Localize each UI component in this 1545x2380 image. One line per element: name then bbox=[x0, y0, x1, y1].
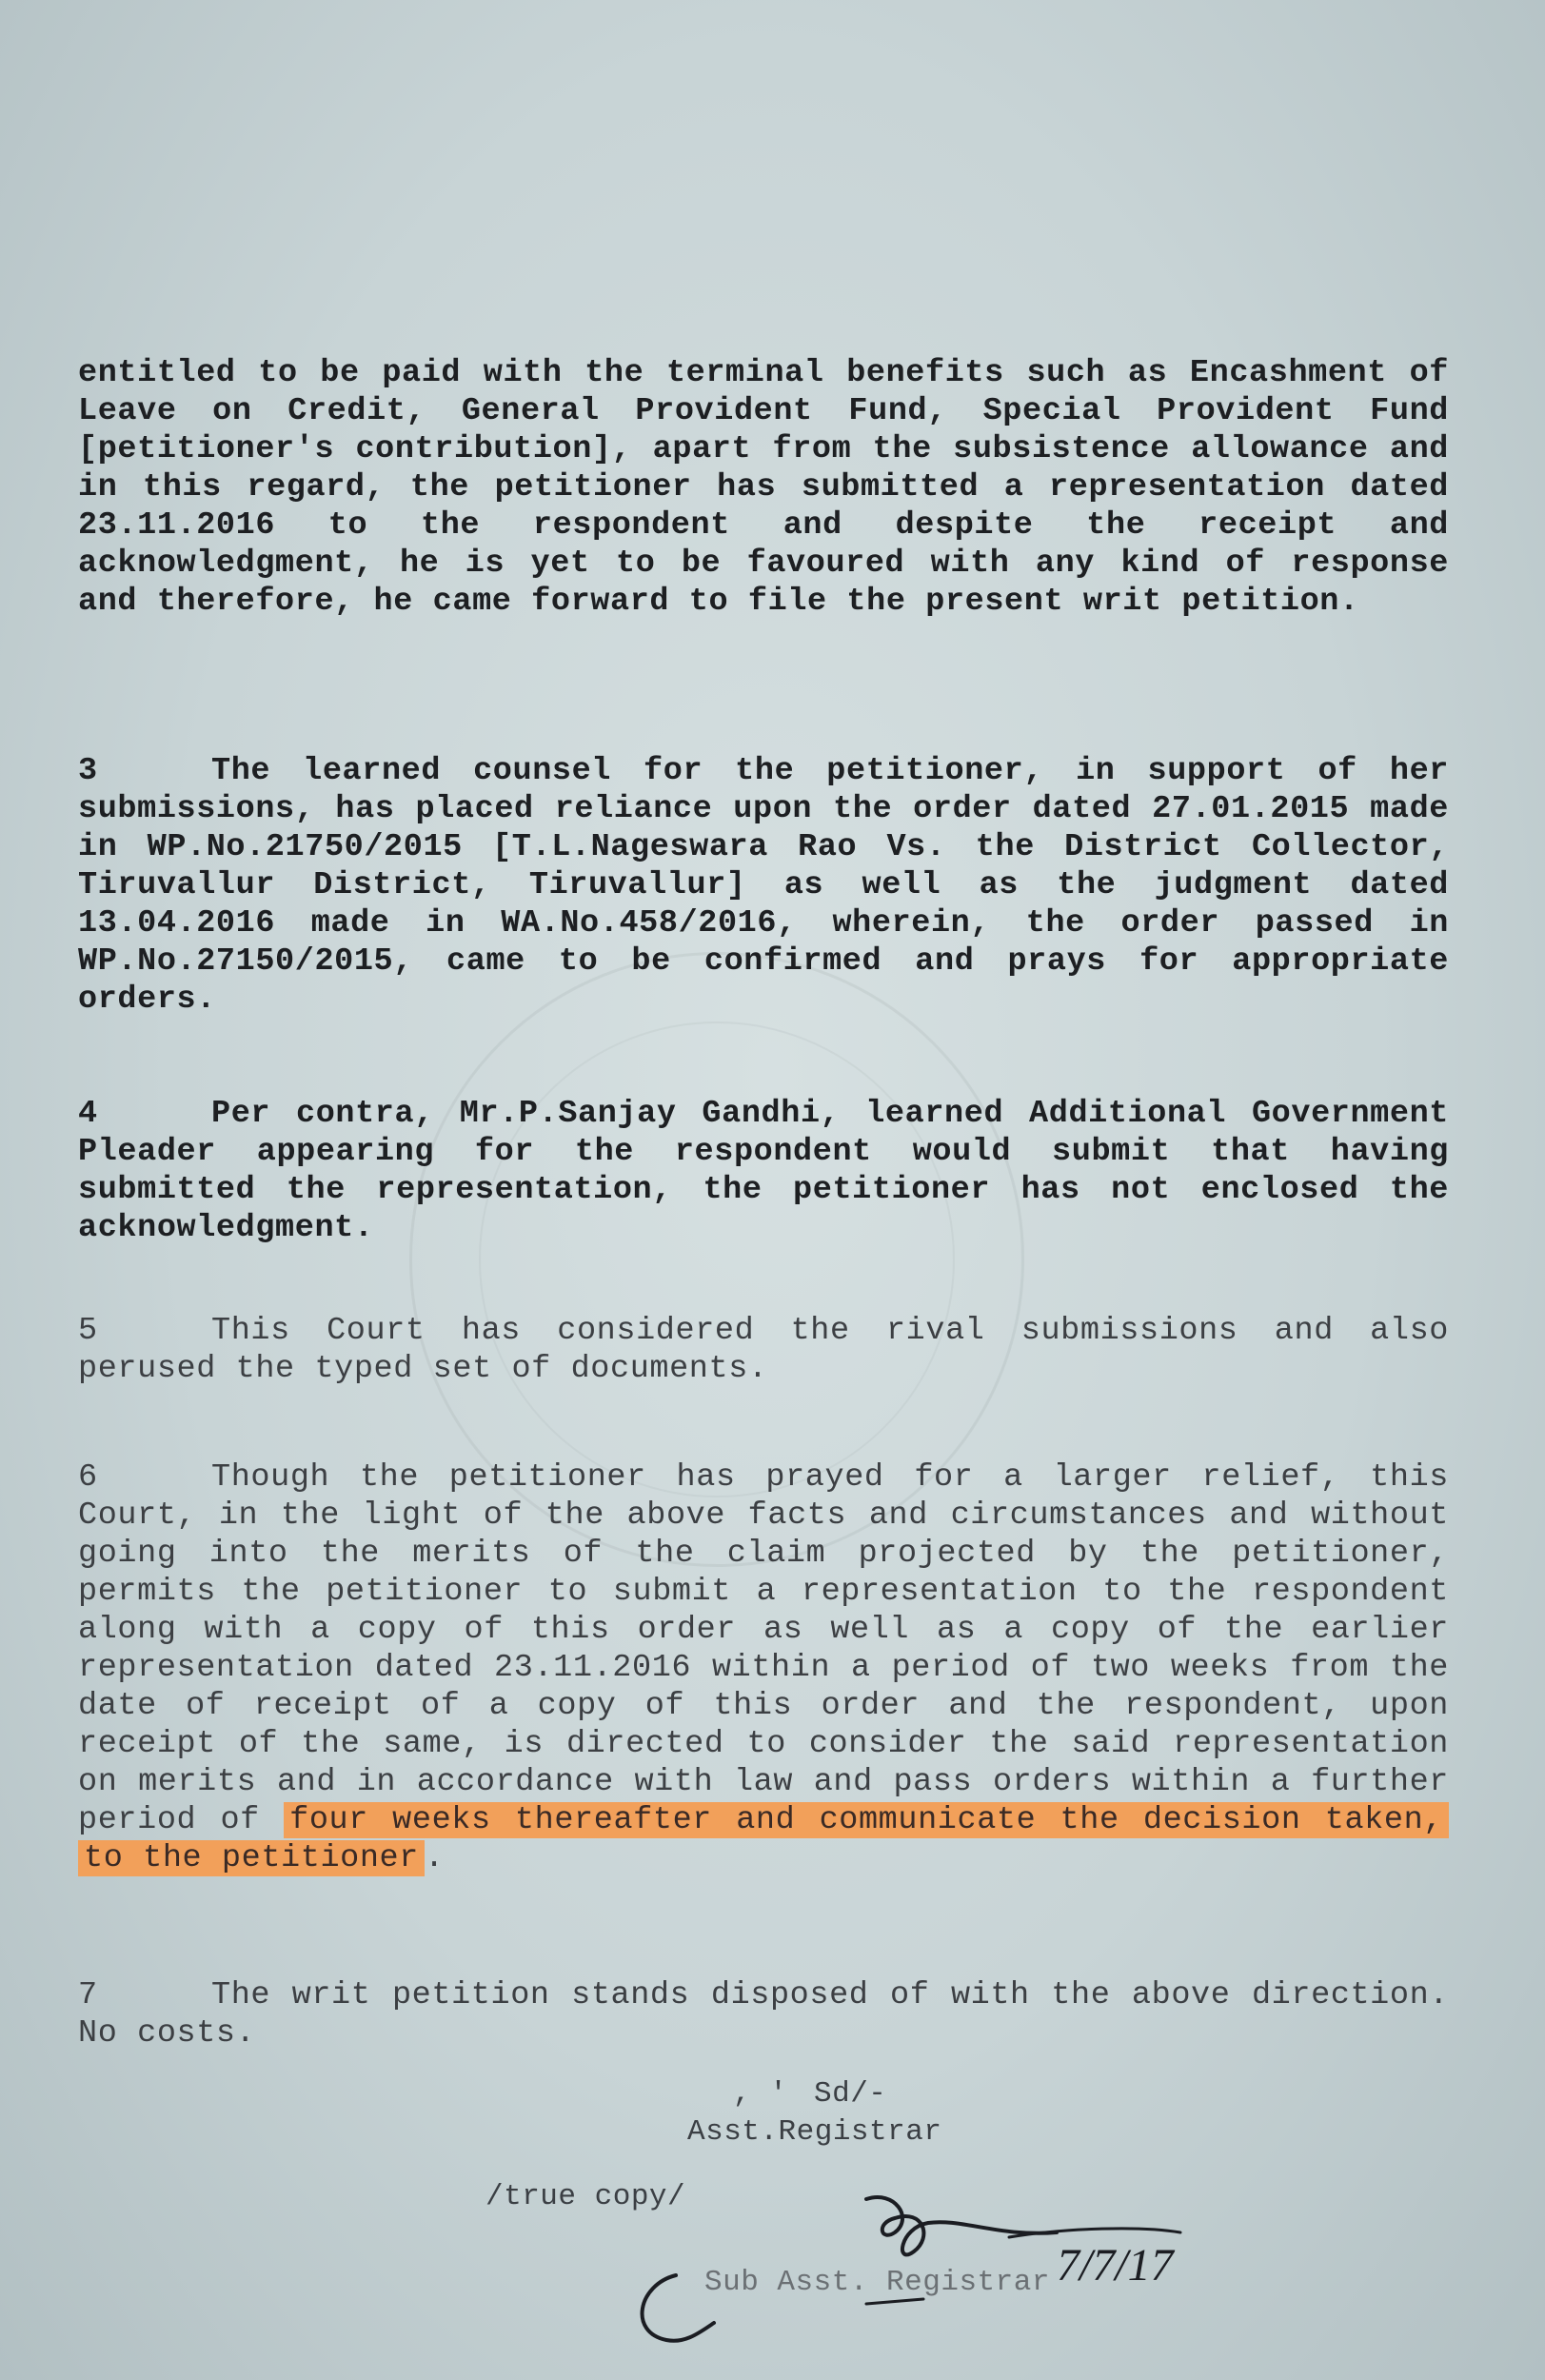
sd-mark: Sd/- bbox=[814, 2077, 887, 2111]
paragraph-number: 7 bbox=[78, 1977, 98, 2013]
paragraph-2-continuation bbox=[78, 354, 1449, 621]
paragraph-number: 5 bbox=[78, 1313, 98, 1349]
paragraph-5 bbox=[78, 1312, 1449, 1388]
highlighted-text: four weeks thereafter and communicate the decision taken, to the petitioner bbox=[78, 1802, 1449, 1876]
paragraph-7-text: The writ petition stands disposed of with the above direction. No costs. bbox=[78, 1977, 1449, 2052]
paragraph-number: 3 bbox=[78, 753, 98, 789]
paragraph-number: 4 bbox=[78, 1096, 98, 1132]
handwritten-signature bbox=[609, 2180, 1199, 2351]
paragraph-6 bbox=[78, 1458, 1449, 1877]
handwritten-date: 7/7/17 bbox=[1057, 2240, 1174, 2291]
marks: , ' bbox=[733, 2077, 788, 2111]
paragraph-5-text: This Court has considered the rival submissions and also perused the typed set of documents. bbox=[78, 1313, 1449, 1387]
paragraph-2-text: entitled to be paid with the terminal benefits such as Encashment of Leave on Credit, General Provident Fund, Special Provident Fund [petitioner's contribution], apart from the subsistence allowance and in this regard, the petitioner has submitted a representation dated 23.11.2016 to the respondent and despite the receipt and acknowledgment, he is yet to be favoured with any kind of response and therefore, he came forward to file the present writ petition. bbox=[78, 355, 1449, 620]
paragraph-4 bbox=[78, 1095, 1449, 1247]
paragraph-number: 6 bbox=[78, 1459, 98, 1496]
sub-asst-registrar-label: Sub Asst. Registrar bbox=[704, 2266, 1050, 2299]
paragraph-6-tail: . bbox=[424, 1840, 445, 1876]
paragraph-3 bbox=[78, 752, 1449, 1019]
paragraph-6-text: Though the petitioner has prayed for a larger relief, this Court, in the light of the above facts and circumstances and without going into the merits of the claim projected by the petitioner, permits the petitioner to submit a representation to the respondent along with a copy of this order as well as a copy of the earlier representation dated 23.11.2016 within a period of two weeks from the date of receipt of a copy of this order and the respondent, upon receipt of the same, is directed to consider the said representation on merits and in accordance with law and pass orders within a further period of bbox=[78, 1459, 1449, 1838]
paragraph-4-text: Per contra, Mr.P.Sanjay Gandhi, learned Additional Government Pleader appearing for the respondent would submit that having submitted the representation, the petitioner has not enclosed the acknowledgment. bbox=[78, 1096, 1449, 1246]
paragraph-3-text: The learned counsel for the petitioner, in support of her submissions, has placed reliance upon the order dated 27.01.2015 made in WP.No.21750/2015 [T.L.Nageswara Rao Vs. the District Collector, Tiruvallur District, Tiruvallur] as well as the judgment dated 13.04.2016 made in WA.No.458/2016, wherein, the order passed in WP.No.27150/2015, came to be confirmed and prays for appropriate orders. bbox=[78, 753, 1449, 1018]
true-copy-label: /true copy/ bbox=[485, 2180, 686, 2213]
asst-registrar-label: Asst.Registrar bbox=[687, 2115, 942, 2149]
paragraph-7 bbox=[78, 1976, 1449, 2053]
